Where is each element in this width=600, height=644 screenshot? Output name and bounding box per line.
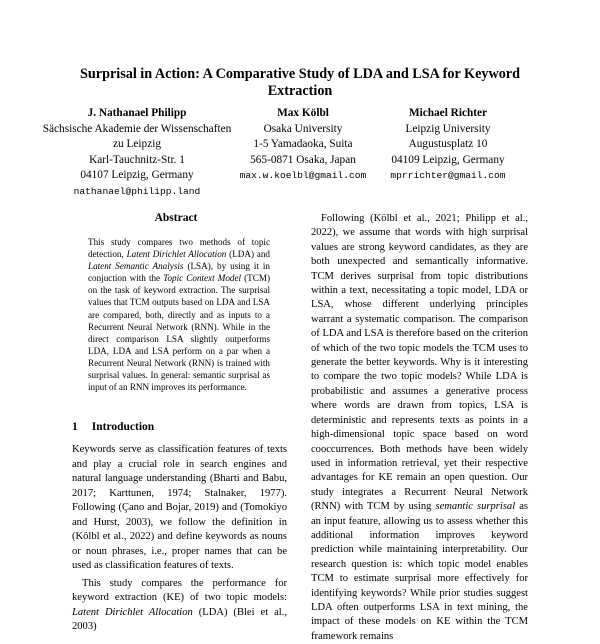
- lda-term: Latent Dirichlet Allocation: [126, 249, 227, 260]
- author-affiliation-line: 04107 Leipzig, Germany: [80, 169, 194, 182]
- paragraph: This study compares the performance for keyword extraction (KE) of two topic models: Latent Dirichlet Allocation (LDA) (Blei et al., 2003): [72, 577, 287, 632]
- abstract-body: This study compares two methods of topic detection, Latent Dirichlet Allocation (LDA) and Latent Semantic Analysis (LSA), by using it in conjuction with the Topic Context Model (TCM) on the task of keyword extraction. The surprisal values that TCM outputs based on LDA and LSA are compared, both, directly and as inputs to a Recurrent Neural Network (RNN). While in the direct comparison LSA slightly outperforms LDA, LDA and LSA perform on a par when a Recurrent Neural Network (RNN) is trained with surprisal values. In general: semantic surprisal as input of an RNN improves its performance.: [88, 237, 270, 393]
- right-column-text: [311, 212, 528, 644]
- paper-title: Surprisal in Action: A Comparative Study of LDA and LSA for Keyword Extraction: [80, 66, 520, 99]
- author-affiliation-line: Sächsische Akademie der Wissenschaften: [42, 122, 232, 135]
- author-name: J. Nathanael Philipp: [87, 107, 187, 119]
- tcm-term: Topic Context Model: [163, 273, 242, 284]
- semantic-surprisal-term: semantic surprisal: [435, 501, 516, 513]
- author-affiliation-line: 1-5 Yamadaoka, Suita: [253, 138, 353, 151]
- section-heading-introduction: [72, 421, 154, 433]
- author-affiliation-line: 04109 Leipzig, Germany: [391, 153, 505, 166]
- abstract-heading: Abstract: [154, 212, 198, 224]
- author-email: mprrichter@gmail.com: [390, 170, 506, 182]
- paragraph: Keywords serve as classification features of texts and play a crucial role in search engines and natural language understanding (Bharti and Babu, 2017; Karttunen, 1974; Stalnaker, 1977). Following (Çano and Bojar, 2019) and (Tomokiyo and Hurst, 2003), we follow the definition in (Kölbl et al., 2022) and define keywords as nouns or noun phrases, i.e., proper names that can be used as classification features of texts.: [72, 444, 287, 571]
- author-name: Max Kölbl: [277, 107, 329, 119]
- author-affiliation-line: Karl-Tauchnitz-Str. 1: [89, 153, 185, 166]
- author-affiliation-line: Leipzig University: [405, 122, 491, 135]
- author-block-richter: [348, 106, 548, 184]
- author-name: Michael Richter: [408, 107, 488, 119]
- author-email: max.w.koelbl@gmail.com: [239, 170, 367, 182]
- paragraph: Following (Kölbl et al., 2021; Philipp et al., 2022), we assume that words with high surprisal values are strong keyword candidates, as they are both unexpected and semantically informative. TCM derives surprisal from topic distributions within a text, necessitating a topic model, LDA or LSA, whose different underlying principles warrant a systematic comparison. The comparison of LDA and LSA is therefore based on the criterion of which of the two topic models the TCM uses to generate the better keywords. Why is it interesting to compare the two topic models? While LDA is probabilistic and assumes a generative process where words are drawn from topics, LSA is deterministic and represents texts as points in a high-dimensional topic space based on word cooccurrences. Both methods have been widely used in information retrieval, yet their respective advantages for KE remain an open question. Our study integrates a Recurrent Neural Network (RNN) with TCM by using semantic surprisal as an input feature, allowing us to assess whether this additional information improves keyword prediction while maintaining interpretability. Our research question is: which topic model enables TCM to estimate surprisal more effectively for identifying keywords? While prior studies suggest LDA often outperforms LSA in text mining, the impact of these models on KE within the TCM framework remains: [311, 213, 528, 642]
- lsa-term: Latent Semantic Analysis: [88, 261, 184, 272]
- author-email: nathanael@philipp.land: [73, 185, 201, 197]
- author-affiliation-line: Osaka University: [263, 122, 343, 135]
- lda-term: Latent Dirichlet Allocation: [72, 606, 193, 618]
- section-title: Introduction: [91, 421, 155, 433]
- author-affiliation-line: zu Leipzig: [113, 138, 161, 151]
- section-number: 1: [72, 421, 78, 433]
- author-affiliation-line: Augustusplatz 10: [408, 138, 488, 151]
- author-affiliation-line: 565-0871 Osaka, Japan: [250, 153, 356, 166]
- left-column-text: [72, 443, 287, 635]
